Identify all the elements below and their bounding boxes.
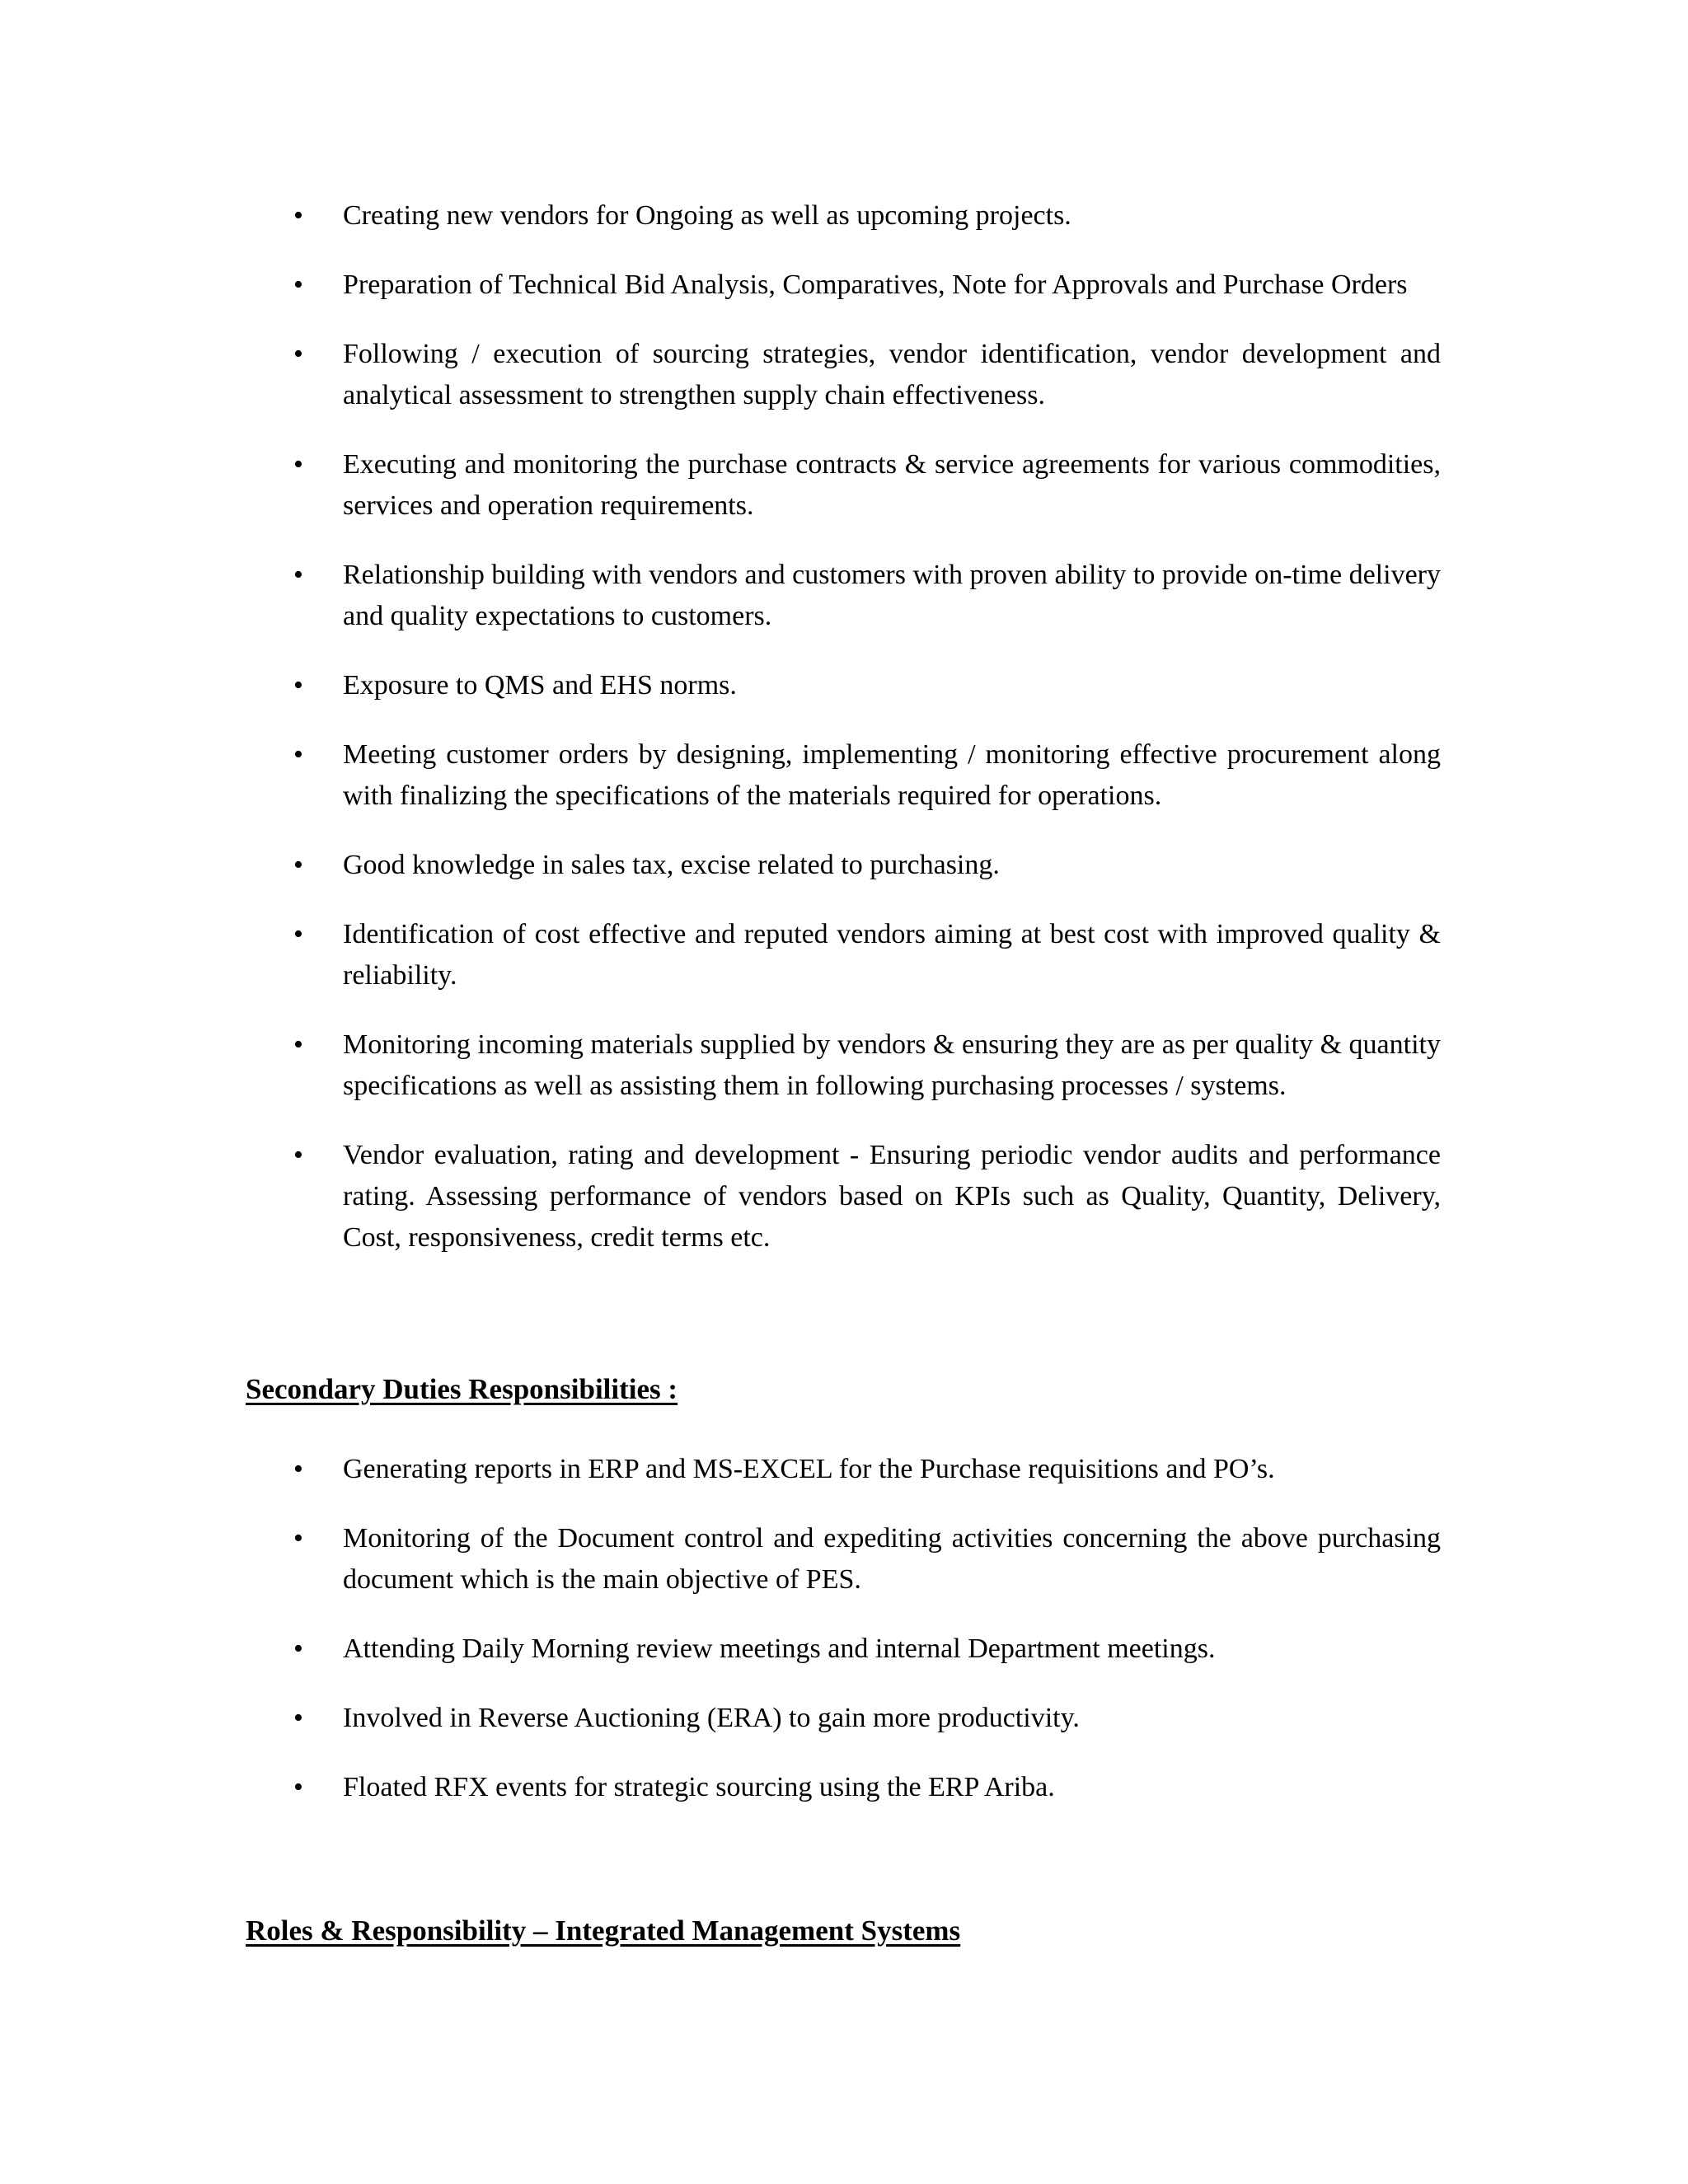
list-item-text: Creating new vendors for Ongoing as well as upcoming projects. [343, 200, 1071, 231]
list-item-text: Preparation of Technical Bid Analysis, Comparatives, Note for Approvals and Purchase Orders [343, 269, 1408, 300]
list-item [293, 1767, 1441, 1808]
list-item-text: Generating reports in ERP and MS-EXCEL for the Purchase requisitions and PO’s. [343, 1454, 1275, 1484]
list-item [293, 914, 1441, 996]
list-item-text: Floated RFX events for strategic sourcing using the ERP Ariba. [343, 1772, 1055, 1802]
roles-heading: Roles & Responsibility – Integrated Management Systems [246, 1915, 961, 1947]
list-item [293, 665, 1441, 706]
list-item [293, 1518, 1441, 1601]
bullet-icon: • [293, 739, 303, 770]
bullet-icon: • [293, 1454, 303, 1484]
bullet-icon: • [293, 1703, 303, 1733]
list-item [293, 1698, 1441, 1739]
bullet-icon: • [293, 200, 303, 231]
list-item-text: Attending Daily Morning review meetings and internal Department meetings. [343, 1633, 1216, 1664]
list-item [293, 555, 1441, 637]
list-item-text: Monitoring incoming materials supplied by vendors & ensuring they are as per quality & quantity specifications as well as assisting them in following purchasing processes / systems. [343, 1029, 1441, 1101]
secondary-duties-list [293, 1449, 1441, 1836]
secondary-duties-heading: Secondary Duties Responsibilities : [246, 1373, 678, 1405]
bullet-icon: • [293, 1772, 303, 1802]
list-item [293, 265, 1441, 306]
bullet-icon: • [293, 919, 303, 949]
list-item [293, 734, 1441, 817]
bullet-icon: • [293, 1523, 303, 1554]
list-item-text: Good knowledge in sales tax, excise related to purchasing. [343, 850, 1000, 880]
list-item [293, 845, 1441, 886]
bullet-icon: • [293, 670, 303, 701]
list-item-text: Meeting customer orders by designing, implementing / monitoring effective procurement along with finalizing the specifications of the materials required for operations. [343, 739, 1441, 811]
bullet-icon: • [293, 560, 303, 590]
list-item-text: Following / execution of sourcing strategies, vendor identification, vendor development and analytical assessment to strengthen supply chain effectiveness. [343, 339, 1441, 410]
bullet-icon: • [293, 1140, 303, 1170]
list-item [293, 195, 1441, 237]
bullet-icon: • [293, 449, 303, 480]
list-item [293, 1629, 1441, 1670]
list-item-text: Exposure to QMS and EHS norms. [343, 670, 737, 701]
list-item-text: Relationship building with vendors and customers with proven ability to provide on-time delivery and quality expectations to customers. [343, 560, 1441, 631]
list-item-text: Monitoring of the Document control and expediting activities concerning the above purchasing document which is the main objective of PES. [343, 1523, 1441, 1595]
list-item-text: Vendor evaluation, rating and development - Ensuring periodic vendor audits and performance rating. Assessing performance of vendors based on KPIs such as Quality, Quantity, Delivery, Cost, responsiveness, credit terms etc. [343, 1140, 1441, 1253]
primary-duties-list [293, 195, 1441, 1286]
list-item [293, 1135, 1441, 1258]
list-item-text: Identification of cost effective and reputed vendors aiming at best cost with improved quality & reliability. [343, 919, 1441, 991]
bullet-icon: • [293, 1633, 303, 1664]
list-item [293, 334, 1441, 416]
bullet-icon: • [293, 269, 303, 300]
list-item-text: Executing and monitoring the purchase contracts & service agreements for various commodities, services and operation requirements. [343, 449, 1441, 521]
list-item-text: Involved in Reverse Auctioning (ERA) to gain more productivity. [343, 1703, 1080, 1733]
bullet-icon: • [293, 850, 303, 880]
list-item [293, 1024, 1441, 1107]
bullet-icon: • [293, 339, 303, 369]
list-item [293, 1449, 1441, 1490]
bullet-icon: • [293, 1029, 303, 1060]
list-item [293, 444, 1441, 527]
